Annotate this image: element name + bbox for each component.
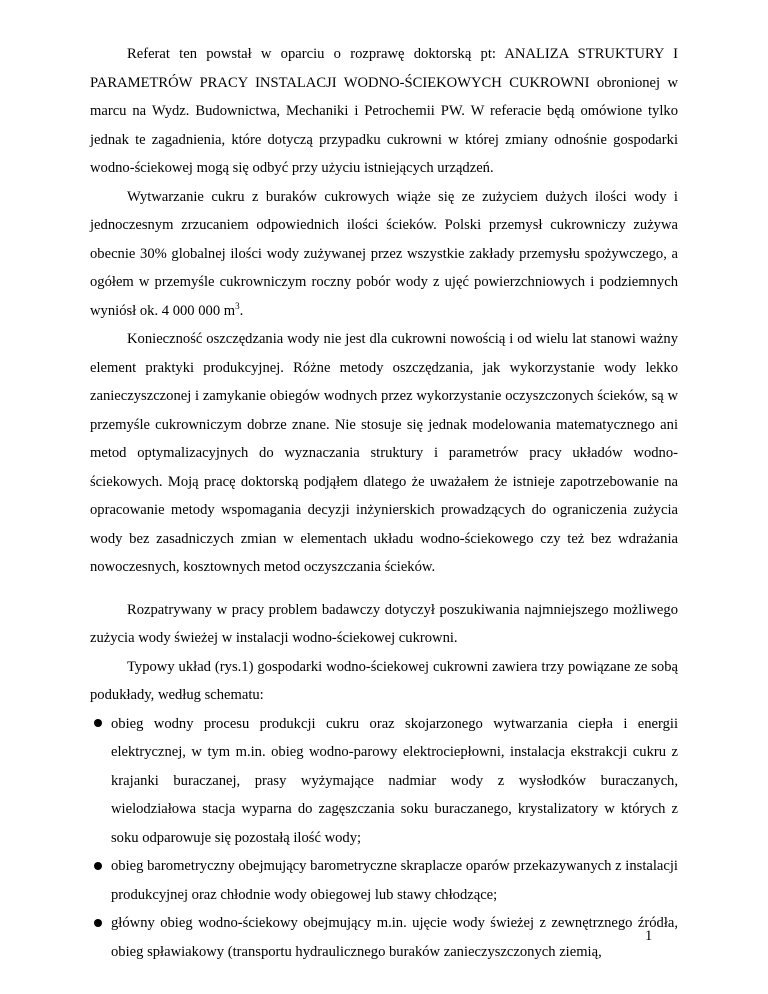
paragraph-saving: Konieczność oszczędzania wody nie jest dla cukrowni nowością i od wielu lat stanowi ważny element praktyki produkcyjnej. Różne metody oszczędzania, jak wykorzystanie wody lekko zanieczyszczonej i zamykanie obiegów wodnych przez wykorzystanie oczyszczonych ścieków, są w przemyśle cukrowniczym dobrze znane. Nie stosuje się jednak modelowania matematycznego ani metod optymalizacyjnych do wyznaczania struktury i parametrów pracy układów wodno-ściekowych. Moją pracę doktorską podjąłem dlatego że uważałem że istnieje zapotrzebowanie na opracowanie metody wspomagania decyzji inżynierskich prowadzących do ograniczenia zużycia wody bez zasadniczych zmian w elementach układu wodno-ściekowego czy też bez wdrażania nowoczesnych, kosztownych metod oczyszczania ścieków. bbox=[90, 331, 678, 575]
paragraph-system: Typowy układ (rys.1) gospodarki wodno-ściekowej cukrowni zawiera trzy powiązane ze sobą podukłady, według schematu: bbox=[90, 658, 678, 703]
paragraph-intro: Referat ten powstał w oparciu o rozprawę doktorską pt: ANALIZA STRUKTURY I PARAMETRÓW PRACY INSTALACJI WODNO-ŚCIEKOWYCH CUKROWNI obronionej w marcu na Wydz. Budownictwa, Mechaniki i Petrochemii PW. W referacie będą omówione tylko jednak te zagadnienia, które dotyczą przypadku cukrowni w której zmiany odnośnie gospodarki wodno-ściekowej mogą się odbyć przy użyciu istniejących urządzeń. bbox=[90, 46, 678, 176]
list-item: obieg wodny procesu produkcji cukru oraz skojarzonego wytwarzania ciepła i energii elektrycznej, w tym m.in. obieg wodno-parowy elektrociepłowni, instalacja ekstrakcji cukru z krajanki buraczanej, prasy wyżymające nadmiar wody z wysłodków buraczanych, wielodziałowa stacja wyparna do zagęszczania soku buraczanego, krystalizatory w których z soku odparowuje się pozostałą ilość wody; bbox=[90, 710, 678, 853]
paragraph-water-usage bbox=[90, 183, 678, 326]
paragraph-water-usage-text: Wytwarzanie cukru z buraków cukrowych wiąże się ze zużyciem dużych ilości wody i jednoczesnym zrzucaniem odpowiednich ilości ścieków. Polski przemysł cukrowniczy zużywa obecnie 30% globalnej ilości wody zużywanej przez wszystkie zakłady przemysłu spożywczego, a ogółem w przemyśle cukrowniczym roczny pobór wody z ujęć powierzchniowych i podziemnych wyniósł ok. 4 000 000 m bbox=[90, 188, 678, 319]
list-item: główny obieg wodno-ściekowy obejmujący m.in. ujęcie wody świeżej z zewnętrznego źródła, obieg spławiakowy (transportu hydraulicznego buraków zanieczyszczonych ziemią, bbox=[90, 909, 678, 966]
paragraph-problem: Rozpatrywany w pracy problem badawczy dotyczył poszukiwania najmniejszego możliwego zużycia wody świeżej w instalacji wodno-ściekowej cukrowni. bbox=[90, 601, 678, 646]
document-page bbox=[90, 40, 678, 966]
bullet-dot-icon bbox=[90, 852, 111, 881]
list-item: obieg barometryczny obejmujący barometryczne skraplacze oparów przekazywanych z instalacji produkcyjnej oraz chłodnie wody obiegowej lub stawy chłodzące; bbox=[90, 852, 678, 909]
bullet-dot-icon bbox=[90, 909, 111, 938]
unit-superscript: 3 bbox=[235, 300, 240, 311]
page-number: 1 bbox=[645, 928, 653, 944]
subsystem-list bbox=[90, 710, 678, 967]
bullet-dot-icon bbox=[90, 710, 111, 739]
paragraph-water-usage-end: . bbox=[239, 302, 244, 319]
